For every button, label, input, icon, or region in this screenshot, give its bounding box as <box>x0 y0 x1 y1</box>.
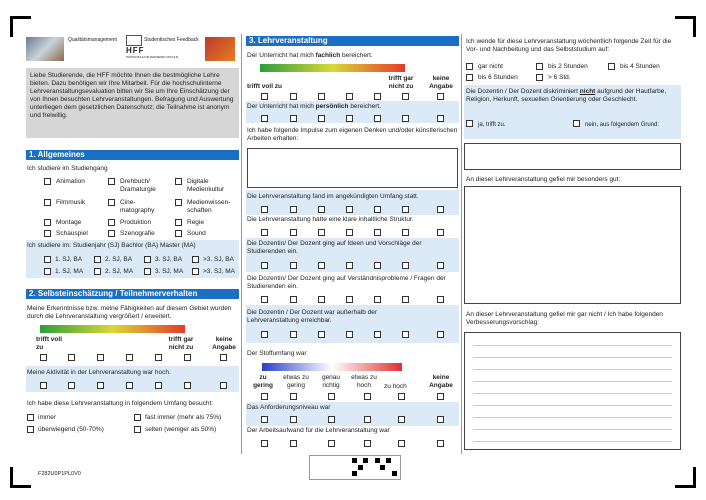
write-line <box>473 417 672 418</box>
s3-q1-none[interactable] <box>437 93 444 100</box>
checkbox-diskr-nein[interactable] <box>573 120 580 127</box>
scale2-keine-angabe: keine Angabe <box>429 374 453 389</box>
s3-q1-r6[interactable] <box>402 93 409 100</box>
s2-scale-right: trifft gar nicht zu <box>168 336 194 351</box>
checkbox-medienwissenschaften[interactable] <box>175 199 182 206</box>
label-bis-4: bis 4 Stunden <box>620 63 660 70</box>
label-diskr-nein: nein, aus folgendem Grund: <box>585 122 660 128</box>
s2-q2-r6[interactable] <box>184 382 191 389</box>
checkbox-sj4-ma[interactable] <box>192 268 199 275</box>
stoff-r4[interactable] <box>364 393 371 400</box>
write-line <box>473 369 672 370</box>
barcode-box <box>309 455 401 480</box>
q-zeit: Ich wende für diese Lehrveranstaltung wöchentlich folgende Zeit für die Vor- und Nachbeitung und das Selbststudium auf: <box>466 38 672 53</box>
s3-i3-r2[interactable] <box>290 262 297 269</box>
gefiel-textarea[interactable] <box>464 186 681 304</box>
checkbox-fast-immer[interactable] <box>134 414 141 421</box>
barcode-block <box>352 458 357 463</box>
s3-q1-r5[interactable] <box>374 93 381 100</box>
barcode-block <box>358 465 363 470</box>
barcode-block <box>386 458 391 463</box>
s2-q1-r2[interactable] <box>68 354 75 361</box>
checkbox-sj4-ba[interactable] <box>192 256 199 263</box>
item-5-text: Die Dozentin / Der Dozent war außerhalb der Lehrveranstaltung erreichbar. <box>247 309 378 324</box>
barcode-block <box>380 465 385 470</box>
anf-r2[interactable] <box>290 416 297 423</box>
rating-gradient-3 <box>262 363 402 371</box>
s3-i1-r5[interactable] <box>374 206 381 213</box>
anf-none[interactable] <box>437 416 444 423</box>
write-line <box>473 381 672 382</box>
scale2-etwas-hoch: etwas zu hoch <box>351 374 377 389</box>
red-graphic <box>205 37 235 61</box>
stoff-r2[interactable] <box>290 393 297 400</box>
s3-i3-r1[interactable] <box>261 262 268 269</box>
s3-i5-r4[interactable] <box>346 331 353 338</box>
label-sj3-ma: 3. SJ, MA <box>155 268 184 275</box>
s3-i3-r5[interactable] <box>374 262 381 269</box>
s3-scale-right: trifft gar nicht zu <box>388 75 414 90</box>
section-3-title: 3. Lehrveranstaltung <box>246 36 459 46</box>
hff-logo-subtitle: HOCHSCHULE FÜR FERNSEHEN UND FILM <box>126 56 178 59</box>
s3-i4-r4[interactable] <box>346 296 353 303</box>
s3-i4-r1[interactable] <box>261 296 268 303</box>
s2-q1-r6[interactable] <box>184 354 191 361</box>
s3-i5-r6[interactable] <box>402 331 409 338</box>
s3-q2-r4[interactable] <box>346 115 353 122</box>
nicht-gefiel-textarea[interactable] <box>464 332 681 450</box>
s3-i2-r5[interactable] <box>374 229 381 236</box>
arb-r3[interactable] <box>328 440 335 447</box>
anf-r5[interactable] <box>398 416 405 423</box>
label-bis-2: bis 2 Stunden <box>548 63 588 70</box>
label-sound: Sound <box>187 230 206 237</box>
q-arbeitsaufwand: Der Arbeitsaufwand für die Lehrveranstaltung war <box>247 427 390 434</box>
q-gefiel: An dieser Lehrveranstaltung gefiel mir besonders gut: <box>466 176 621 183</box>
checkbox-sj1-ma[interactable] <box>44 268 51 275</box>
label-szenografie: Szenografie <box>120 230 155 237</box>
checkbox-ueberwiegend[interactable] <box>27 426 34 433</box>
s3-q2-r6[interactable] <box>402 115 409 122</box>
s3-i5-r2[interactable] <box>290 331 297 338</box>
feedback-label: Studentisches Feedback <box>144 37 199 43</box>
checkbox-bis-4[interactable] <box>608 63 615 70</box>
s2-q2-r5[interactable] <box>155 382 162 389</box>
checkbox-filmmusik[interactable] <box>44 199 51 206</box>
s3-i2-r1[interactable] <box>261 229 268 236</box>
label-gar-nicht: gar nicht <box>478 63 503 70</box>
arb-r5[interactable] <box>398 440 405 447</box>
barcode-block <box>352 471 357 476</box>
checkbox-regie[interactable] <box>175 219 182 226</box>
q-nicht-gefiel: An dieser Lehrveranstaltung gefiel mir gar nicht / Ich habe folgenden Verbesserungsvorschlag: <box>466 311 663 326</box>
s2-q1-r3[interactable] <box>97 354 104 361</box>
s3-q2-r5[interactable] <box>374 115 381 122</box>
label-diskr-ja: ja, trifft zu. <box>478 122 506 128</box>
s3-i5-r3[interactable] <box>318 331 325 338</box>
s3-q2-r1[interactable] <box>261 115 268 122</box>
write-line <box>473 345 672 346</box>
write-line <box>473 393 672 394</box>
label-sj1-ma: 1. SJ, MA <box>55 268 84 275</box>
corner-mark-top-right <box>675 16 696 37</box>
s3-i4-r6[interactable] <box>402 296 409 303</box>
checkbox-sj3-ma[interactable] <box>144 268 151 275</box>
barcode-block <box>363 458 368 463</box>
arb-r4[interactable] <box>364 440 371 447</box>
stoff-r5[interactable] <box>398 393 405 400</box>
item-1-text: Die Lehrveranstaltung fand im angekündigten Umfang statt. <box>247 193 419 200</box>
q-stoffumfang: Der Stoffumfang war <box>247 350 307 357</box>
label-bis-6: bis 6 Stunden <box>478 74 518 81</box>
q-studiengang: Ich studiere im Studiengang <box>27 165 108 172</box>
checkbox-cinematography[interactable] <box>108 199 115 206</box>
label-selten: selten (weniger als 50%) <box>145 426 217 433</box>
scale2-etwas-gering: etwas zu gering <box>283 374 309 389</box>
column-divider-1 <box>241 34 242 454</box>
s3-i2-r2[interactable] <box>290 229 297 236</box>
corner-mark-top-left <box>10 16 31 37</box>
s2-q1-r4[interactable] <box>126 354 133 361</box>
s3-i4-r5[interactable] <box>374 296 381 303</box>
s3-i4-none[interactable] <box>437 296 444 303</box>
s3-q1-r4[interactable] <box>346 93 353 100</box>
rating-gradient-2 <box>260 64 405 72</box>
checkbox-sj1-ba[interactable] <box>44 256 51 263</box>
checkbox-immer[interactable] <box>27 414 34 421</box>
checkbox-sound[interactable] <box>175 230 182 237</box>
item-2-text: Die Lehrveranstaltung hatte eine klare inhaltliche Struktur. <box>247 216 414 223</box>
q-erkenntnisse: Meine Erkenntnisse bzw. meine Fähigkeiten auf diesem Gebiet wurden durch die Lehrveranstaltung vergrößert / erweitert. <box>27 305 232 320</box>
label-filmmusik: Filmmusik <box>56 199 86 206</box>
s3-scale-none: keine Angabe <box>429 75 453 90</box>
q-anforderung: Das Anforderungsniveau war <box>247 404 331 411</box>
label-immer: immer <box>38 414 57 421</box>
write-line <box>473 441 672 442</box>
label-cinematography: Cine-matography <box>120 199 155 214</box>
q-studienjahr: Ich studiere im: Studienjahr (SJ) Bachlor (BA) Master (MA) <box>27 242 196 249</box>
building-photo <box>26 37 64 61</box>
q-fachlich: Der Unterricht hat mich fachlich bereichert. <box>247 52 373 59</box>
write-line <box>473 357 672 358</box>
q-impulse: Ich habe folgende Impulse zum eigenen Denken und/oder künstlerischen Arbeiten erhalten: <box>247 127 458 142</box>
s2-scale-none: keine Angabe <box>212 336 236 351</box>
s3-q2-r2[interactable] <box>290 115 297 122</box>
s3-i1-r3[interactable] <box>318 206 325 213</box>
label-digitale-medienkultur: Digitale Medienkultur <box>187 178 225 193</box>
s2-q2-none[interactable] <box>220 382 227 389</box>
checkbox-sj3-ba[interactable] <box>144 256 151 263</box>
s2-q2-r4[interactable] <box>126 382 133 389</box>
checkbox-bis-2[interactable] <box>536 63 543 70</box>
s2-q2-r3[interactable] <box>97 382 104 389</box>
intro-text: Liebe Studierende, die HFF möchte Ihnen die bestmögliche Lehre bieten. Dazu benötigen wir Ihre Mitarbeit. Für die hochschulinterne Lehrveranstaltungsevaluation bitten wir Sie um Ihre Einschätzung der von Ihnen besuchten Lehrveranstaltungen. Befragung und Auswertung unterliegen dem gesetzlichen Datenschutz; die Teilnahme ist anonym und freiwillig. <box>30 72 234 119</box>
s3-i5-none[interactable] <box>437 331 444 338</box>
s3-i5-r1[interactable] <box>261 331 268 338</box>
checkbox-drehbuch[interactable] <box>108 178 115 185</box>
s3-i3-none[interactable] <box>437 262 444 269</box>
s3-i2-r4[interactable] <box>346 229 353 236</box>
q-diskr: Die Dozentin / Der Dozent diskriminiert nicht aufgrund der Hautfarbe, Religion, Herkunft, sexuellen Orientierung oder Geschlecht. <box>466 88 667 103</box>
s3-i1-none[interactable] <box>437 206 444 213</box>
column-divider-2 <box>461 34 462 454</box>
arb-r1[interactable] <box>261 440 268 447</box>
label-sj4-ma: >3. SJ, MA <box>203 268 235 275</box>
barcode-block <box>392 471 397 476</box>
s3-i1-r2[interactable] <box>290 206 297 213</box>
checkbox-produktion[interactable] <box>108 219 115 226</box>
item-3-text: Die Dozentin/ Der Dozent ging auf Ideen und Vorschläge der Studierenden ein. <box>247 240 422 255</box>
label-regie: Regie <box>187 219 204 226</box>
s3-q1-r2[interactable] <box>290 93 297 100</box>
s3-i4-r2[interactable] <box>290 296 297 303</box>
s3-q1-r1[interactable] <box>261 93 268 100</box>
label-medienwissenschaften: Medienwissen-schaften <box>187 199 231 214</box>
label-sj1-ba: 1. SJ, BA <box>55 256 83 263</box>
s3-q1-r3[interactable] <box>318 93 325 100</box>
checkbox-sj2-ba[interactable] <box>94 256 101 263</box>
s3-scale-left: trifft voll zu <box>247 83 283 90</box>
s3-i3-r4[interactable] <box>346 262 353 269</box>
s3-i2-r3[interactable] <box>318 229 325 236</box>
diskr-reason-textarea[interactable] <box>464 143 681 170</box>
corner-mark-bottom-left <box>10 467 31 488</box>
barcode-block <box>375 458 380 463</box>
s3-i1-r4[interactable] <box>346 206 353 213</box>
stoff-r1[interactable] <box>261 393 268 400</box>
s2-scale-left: trifft voll zu <box>36 336 62 351</box>
checkbox-szenografie[interactable] <box>108 230 115 237</box>
write-line <box>473 429 672 430</box>
q-persoenlich: Der Unterricht hat mich persönlich bereichert. <box>247 103 382 110</box>
label-drehbuch: Drehbuch/ Dramaturgie <box>120 178 156 193</box>
label-sj4-ba: >3. SJ, BA <box>203 256 234 263</box>
checkbox-montage[interactable] <box>44 219 51 226</box>
form-code: F282U0P1PL0V0 <box>38 471 81 477</box>
s2-q2-r1[interactable] <box>40 382 47 389</box>
label-animation: Animation <box>56 178 85 185</box>
label-sj3-ba: 3. SJ, BA <box>155 256 183 263</box>
section-1-title: 1. Allgemeines <box>26 150 239 160</box>
corner-mark-bottom-right <box>675 467 696 488</box>
checkbox-gar-nicht[interactable] <box>466 63 473 70</box>
label-sj2-ma: 2. SJ, MA <box>105 268 134 275</box>
hff-logo: HFF <box>126 46 145 55</box>
s3-i4-r3[interactable] <box>318 296 325 303</box>
label-montage: Montage <box>56 219 82 226</box>
anf-r3[interactable] <box>328 416 335 423</box>
checkbox-diskr-ja[interactable] <box>466 120 473 127</box>
label-mehr-6: > 6 Std. <box>548 74 571 81</box>
s3-i1-r1[interactable] <box>261 206 268 213</box>
item-4-text: Die Dozentin/ Der Dozent ging auf Verständnisprobleme / Fragen der Studierenden ein. <box>247 275 446 290</box>
scale2-zu-hoch: zu hoch <box>384 383 407 390</box>
s3-i5-r5[interactable] <box>374 331 381 338</box>
checkbox-graphic-icon <box>126 35 142 46</box>
s3-i2-r6[interactable] <box>402 229 409 236</box>
anf-r4[interactable] <box>364 416 371 423</box>
rating-gradient-1 <box>40 325 185 333</box>
checkbox-bis-6[interactable] <box>466 74 473 81</box>
scale2-genau-richtig: genau richtig <box>321 374 341 389</box>
label-sj2-ba: 2. SJ, BA <box>105 256 133 263</box>
label-fast-immer: fast immer (mehr als 75%) <box>145 414 222 421</box>
checkbox-mehr-6[interactable] <box>536 74 543 81</box>
write-line <box>473 405 672 406</box>
s3-i3-r6[interactable] <box>402 262 409 269</box>
label-ueberwiegend: überwiegend (50-70%) <box>38 426 104 433</box>
impulse-textarea[interactable] <box>247 148 458 188</box>
arb-none[interactable] <box>437 440 444 447</box>
checkbox-digitale-medienkultur[interactable] <box>175 178 182 185</box>
s2-q1-r5[interactable] <box>155 354 162 361</box>
scale2-zu-gering: zu gering <box>253 374 273 389</box>
s3-q2-r3[interactable] <box>318 115 325 122</box>
s2-q1-none[interactable] <box>220 354 227 361</box>
stoff-none[interactable] <box>437 393 444 400</box>
s3-i1-r6[interactable] <box>402 206 409 213</box>
s3-i2-none[interactable] <box>437 229 444 236</box>
checkbox-sj2-ma[interactable] <box>94 268 101 275</box>
stoff-r3[interactable] <box>328 393 335 400</box>
s3-q2-none[interactable] <box>437 115 444 122</box>
q-besucht: Ich habe diese Lehrveranstaltung in folgendem Umfang besucht: <box>27 400 214 407</box>
arb-r2[interactable] <box>290 440 297 447</box>
s3-i3-r3[interactable] <box>318 262 325 269</box>
section-2-title: 2. Selbsteinschätzung / Teilnehmerverhalten <box>26 289 239 299</box>
label-schauspiel: Schauspiel <box>56 230 88 237</box>
checkbox-selten[interactable] <box>134 426 141 433</box>
s2-q1-r1[interactable] <box>40 354 47 361</box>
q-aktivitaet: Meine Aktivität in der Lehrveranstaltung war hoch. <box>27 369 171 376</box>
qm-label: Qualitätsmanagement <box>68 37 117 43</box>
label-produktion: Produktion <box>120 219 152 226</box>
checkbox-schauspiel[interactable] <box>44 230 51 237</box>
anf-r1[interactable] <box>261 416 268 423</box>
checkbox-animation[interactable] <box>44 178 51 185</box>
s2-q2-r2[interactable] <box>68 382 75 389</box>
